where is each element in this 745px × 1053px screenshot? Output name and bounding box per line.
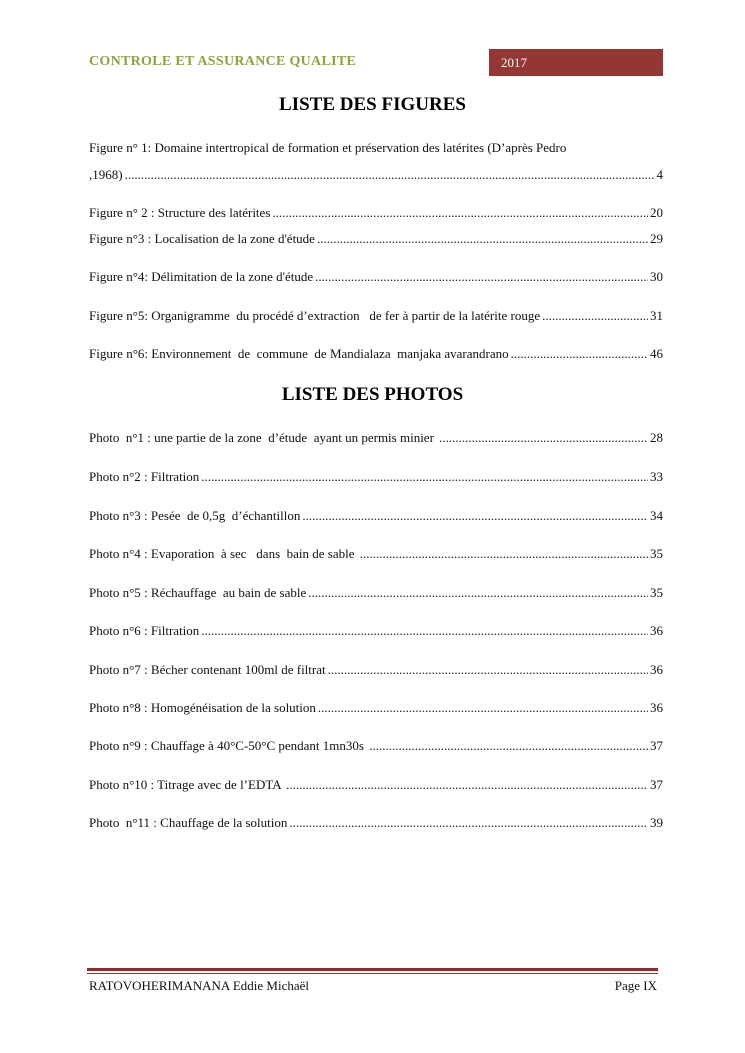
- photo-entry[interactable]: [89, 508, 663, 524]
- photo-label: Photo n°8 : Homogénéisation de la solution: [89, 700, 316, 715]
- photo-entry[interactable]: [89, 546, 663, 562]
- figure-label: Figure n°5: Organigramme du procédé d’extraction de fer à partir de la latérite rouge: [89, 308, 541, 323]
- photo-label: Photo n°2 : Filtration: [89, 469, 200, 484]
- photo-label: Photo n°1 : une partie de la zone d’étude ayant un permis minier: [89, 430, 438, 445]
- photo-page: 36: [650, 623, 663, 638]
- figure-page: 4: [656, 167, 663, 182]
- photo-page: 28: [650, 430, 663, 445]
- photo-label: Photo n°6 : Filtration: [89, 623, 200, 638]
- photo-label: Photo n°7 : Bécher contenant 100ml de filtrat: [89, 662, 326, 677]
- figures-heading: LISTE DES FIGURES: [279, 94, 466, 115]
- figure-page: 30: [650, 269, 663, 284]
- figure-entry[interactable]: [89, 167, 663, 183]
- figure-label: Figure n° 2 : Structure des latérites: [89, 205, 271, 220]
- photo-page: 35: [650, 546, 663, 561]
- figure-page: 20: [650, 205, 663, 220]
- figure-label: Figure n°4: Délimitation de la zone d'étude: [89, 269, 314, 284]
- photo-entry[interactable]: [89, 700, 663, 716]
- photo-label: Photo n°11 : Chauffage de la solution: [89, 815, 288, 830]
- footer-author: RATOVOHERIMANANA Eddie Michaël: [89, 978, 310, 993]
- photo-entry[interactable]: [89, 623, 663, 639]
- footer-divider: [87, 968, 658, 971]
- photo-entry[interactable]: [89, 738, 663, 754]
- photo-label: Photo n°4 : Evaporation à sec dans bain de sable: [89, 546, 358, 561]
- photo-label: Photo n°10 : Titrage avec de l’EDTA: [89, 777, 285, 792]
- photo-page: 37: [650, 777, 663, 792]
- figure-entry[interactable]: [89, 346, 663, 362]
- photo-page: 35: [650, 585, 663, 600]
- photo-entry[interactable]: [89, 430, 663, 446]
- photo-label: Photo n°5 : Réchauffage au bain de sable: [89, 585, 307, 600]
- figure-page: 31: [650, 308, 663, 323]
- footer-page-number: Page IX: [614, 978, 657, 993]
- photo-entry[interactable]: [89, 662, 663, 678]
- figure-page: 29: [650, 231, 663, 246]
- figure-1-first-line: Figure n° 1: Domaine intertropical de formation et préservation des latérites (D’après Pedro: [89, 140, 567, 155]
- footer-divider-thin: [87, 973, 658, 974]
- photo-page: 36: [650, 700, 663, 715]
- figure-label: Figure n°3 : Localisation de la zone d'étude: [89, 231, 315, 246]
- photo-entry[interactable]: [89, 469, 663, 485]
- photo-label: Photo n°9 : Chauffage à 40°C-50°C pendant 1mn30s: [89, 738, 368, 753]
- photo-entry[interactable]: [89, 815, 663, 831]
- photo-page: 33: [650, 469, 663, 484]
- figure-page: 46: [650, 346, 663, 361]
- photos-heading: LISTE DES PHOTOS: [281, 384, 464, 405]
- header-year-badge: 2017: [489, 49, 663, 76]
- header-title: CONTROLE ET ASSURANCE QUALITE: [89, 54, 357, 69]
- photo-label: Photo n°3 : Pesée de 0,5g d’échantillon: [89, 508, 301, 523]
- figure-label: ,1968): [89, 167, 123, 182]
- figure-entry[interactable]: [89, 205, 663, 221]
- photo-page: 34: [650, 508, 663, 523]
- photo-entry[interactable]: [89, 777, 663, 793]
- photo-entry[interactable]: [89, 585, 663, 601]
- figure-entry[interactable]: [89, 269, 663, 285]
- figure-label: Figure n°6: Environnement de commune de Mandialaza manjaka avarandrano: [89, 346, 509, 361]
- photo-page: 39: [650, 815, 663, 830]
- figure-entry[interactable]: [89, 231, 663, 247]
- photo-page: 36: [650, 662, 663, 677]
- photo-page: 37: [650, 738, 663, 753]
- figure-entry[interactable]: [89, 308, 663, 324]
